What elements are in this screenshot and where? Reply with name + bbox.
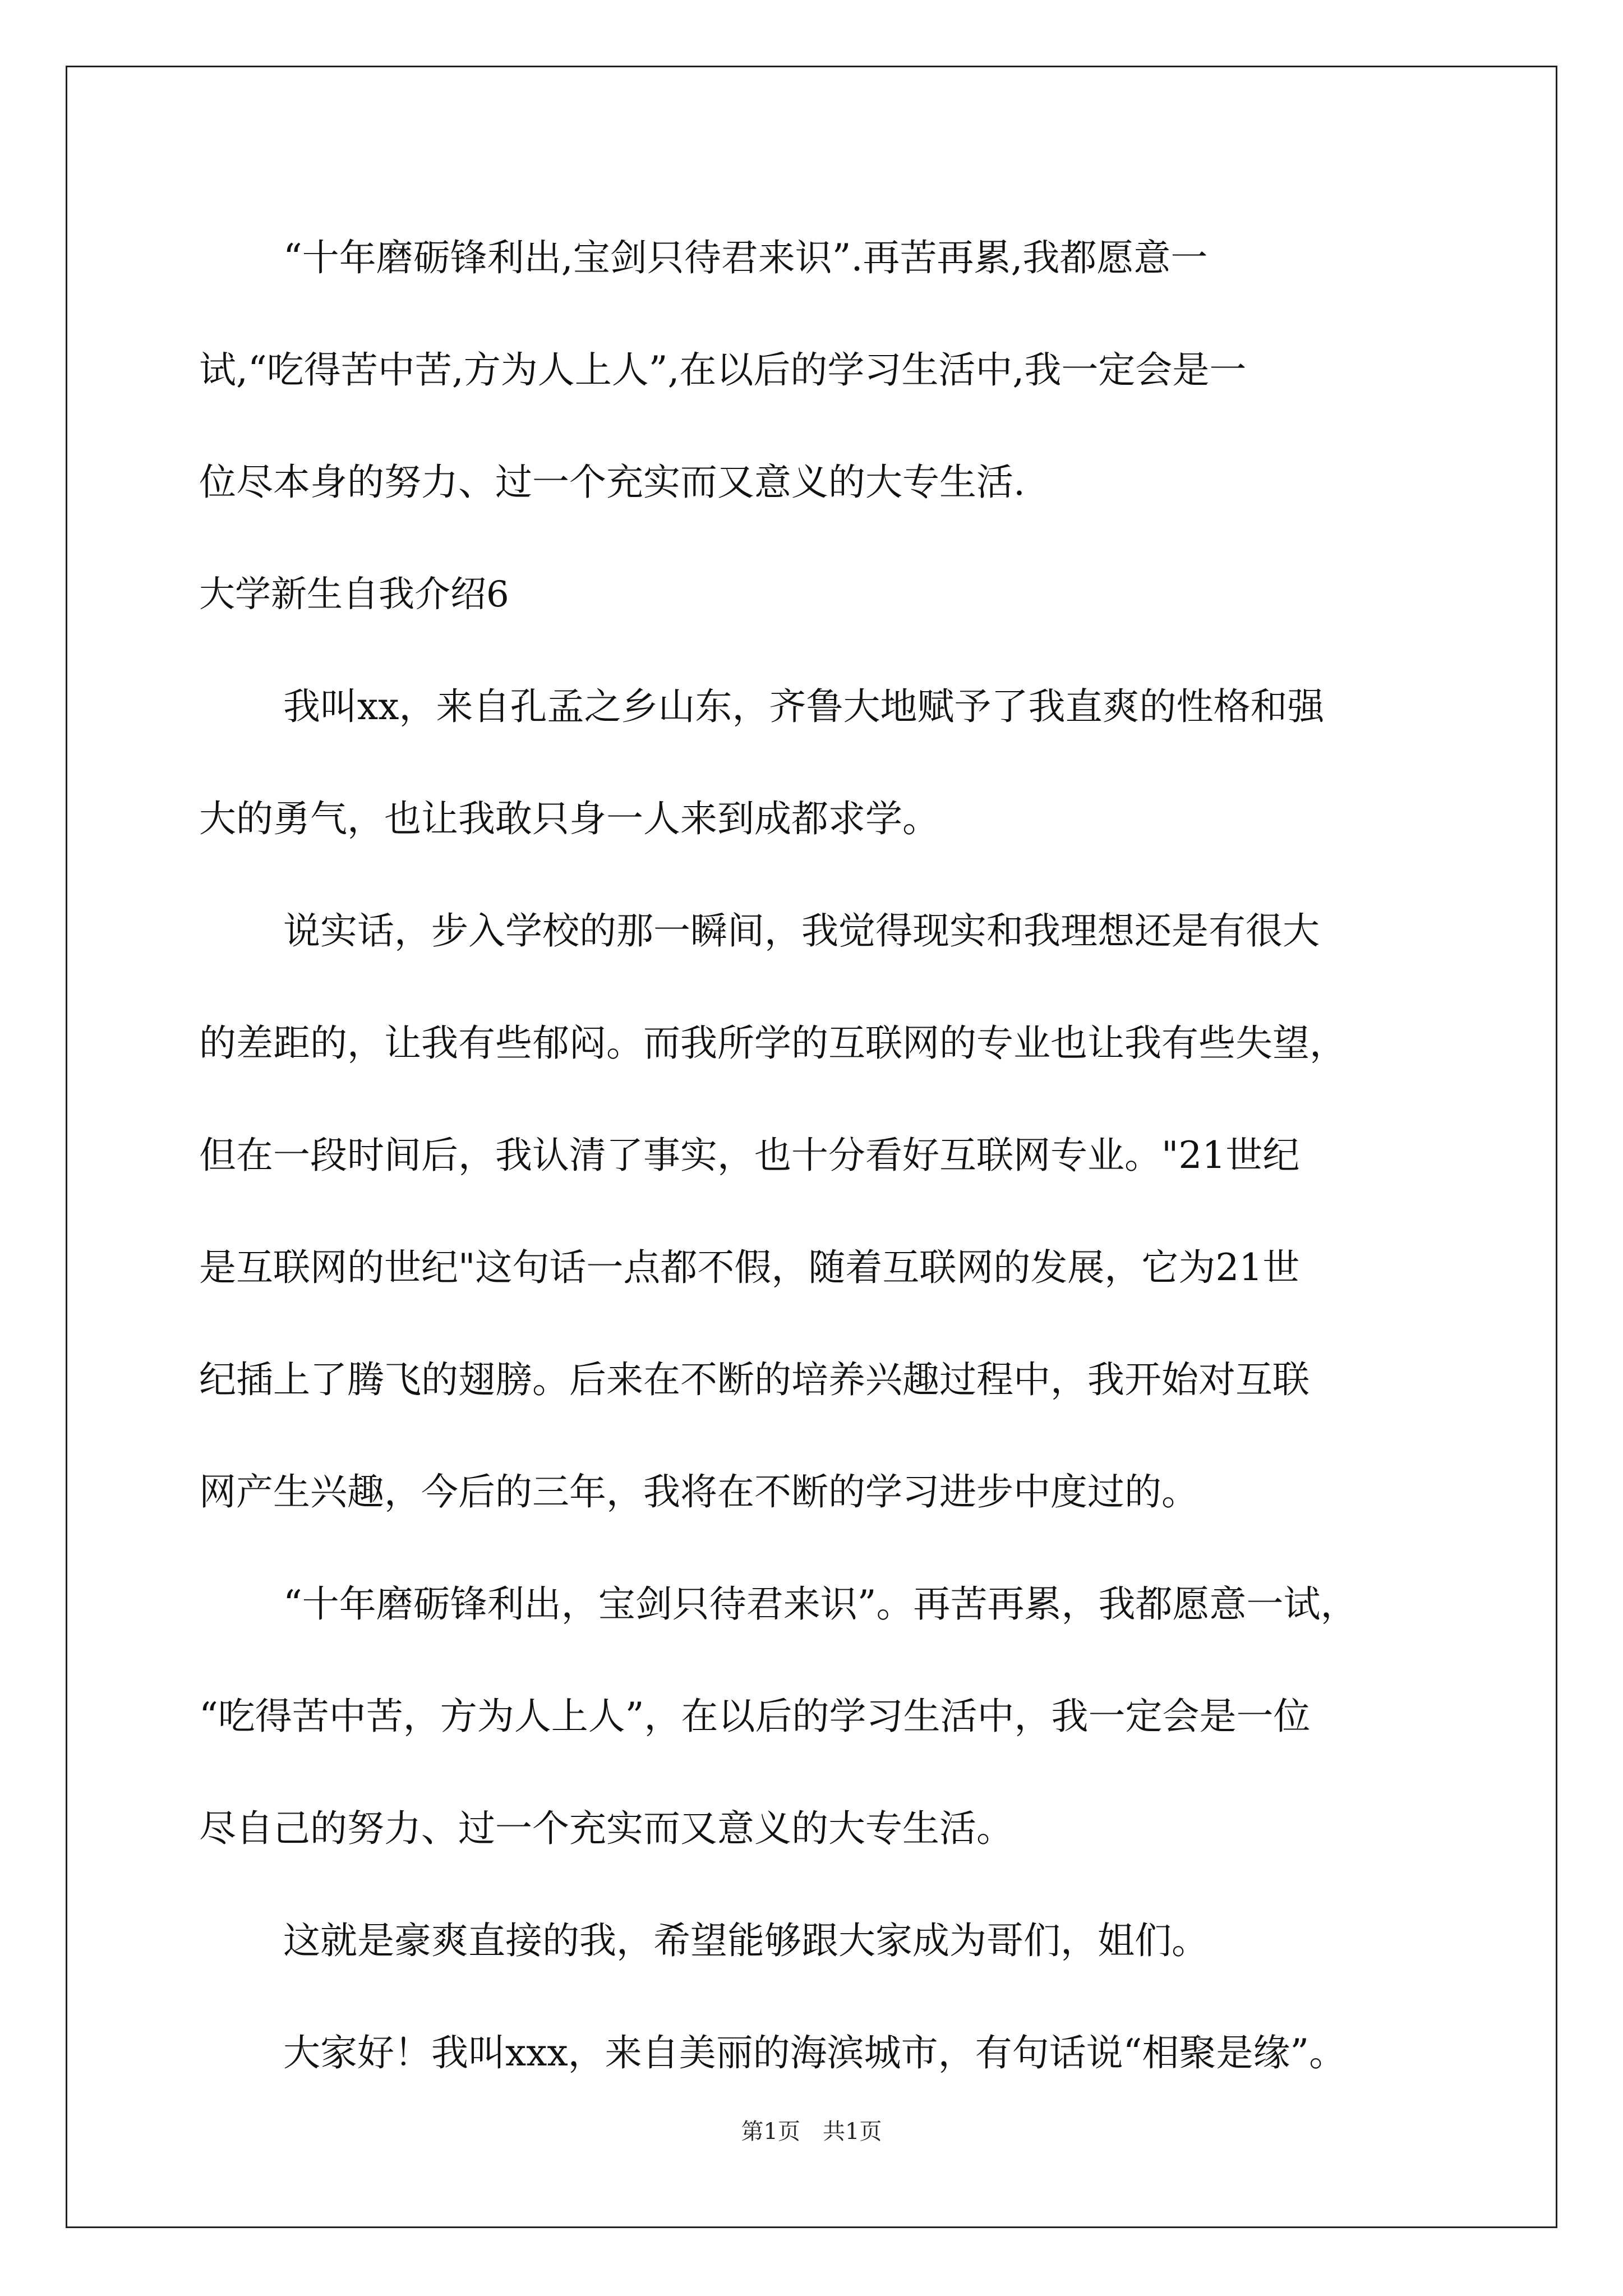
document-body (199, 202, 1461, 2109)
page-footer: 第1页 共1页 (741, 2119, 882, 2145)
text-line: 纪插上了腾飞的翅膀。后来在不断的培养兴趣过程中，我开始对互联 (199, 1358, 1310, 1401)
text-line: 我叫xx，来自孔孟之乡山东，齐鲁大地赋予了我直爽的性格和强 (283, 685, 1325, 728)
text-line: 说实话，步入学校的那一瞬间，我觉得现实和我理想还是有很大 (283, 909, 1320, 953)
text-line: 的差距的，让我有些郁闷。而我所学的互联网的专业也让我有些失望， (199, 1022, 1347, 1065)
text-line: 是互联网的世纪"这句话一点都不假，随着互联网的发展，它为21世 (199, 1246, 1300, 1289)
text-line: 位尽本身的努力、过一个充实而又意义的大专生活. (199, 461, 1025, 504)
text-line: 试,“吃得苦中苦,方为人上人”,在以后的学习生活中,我一定会是一 (199, 348, 1247, 392)
text-line: “十年磨砺锋利出，宝剑只待君来识”。再苦再累，我都愿意一试， (283, 1582, 1358, 1626)
text-line: 这就是豪爽直接的我，希望能够跟大家成为哥们，姐们。 (283, 1919, 1209, 1962)
text-line: 大的勇气，也让我敢只身一人来到成都求学。 (199, 797, 939, 840)
text-line: 尽自己的努力、过一个充实而又意义的大专生活。 (199, 1807, 1013, 1850)
text-line: 但在一段时间后，我认清了事实，也十分看好互联网专业。"21世纪 (199, 1134, 1300, 1177)
text-line: “十年磨砺锋利出,宝剑只待君来识”.再苦再累,我都愿意一 (283, 236, 1208, 279)
text-line: 大家好！我叫xxx，来自美丽的海滨城市，有句话说“相聚是缘”。 (283, 2031, 1347, 2074)
text-line: “吃得苦中苦，方为人上人”，在以后的学习生活中，我一定会是一位 (199, 1695, 1311, 1738)
section-heading: 大学新生自我介绍6 (199, 574, 509, 615)
text-line: 网产生兴趣，今后的三年，我将在不断的学习进步中度过的。 (199, 1470, 1198, 1513)
